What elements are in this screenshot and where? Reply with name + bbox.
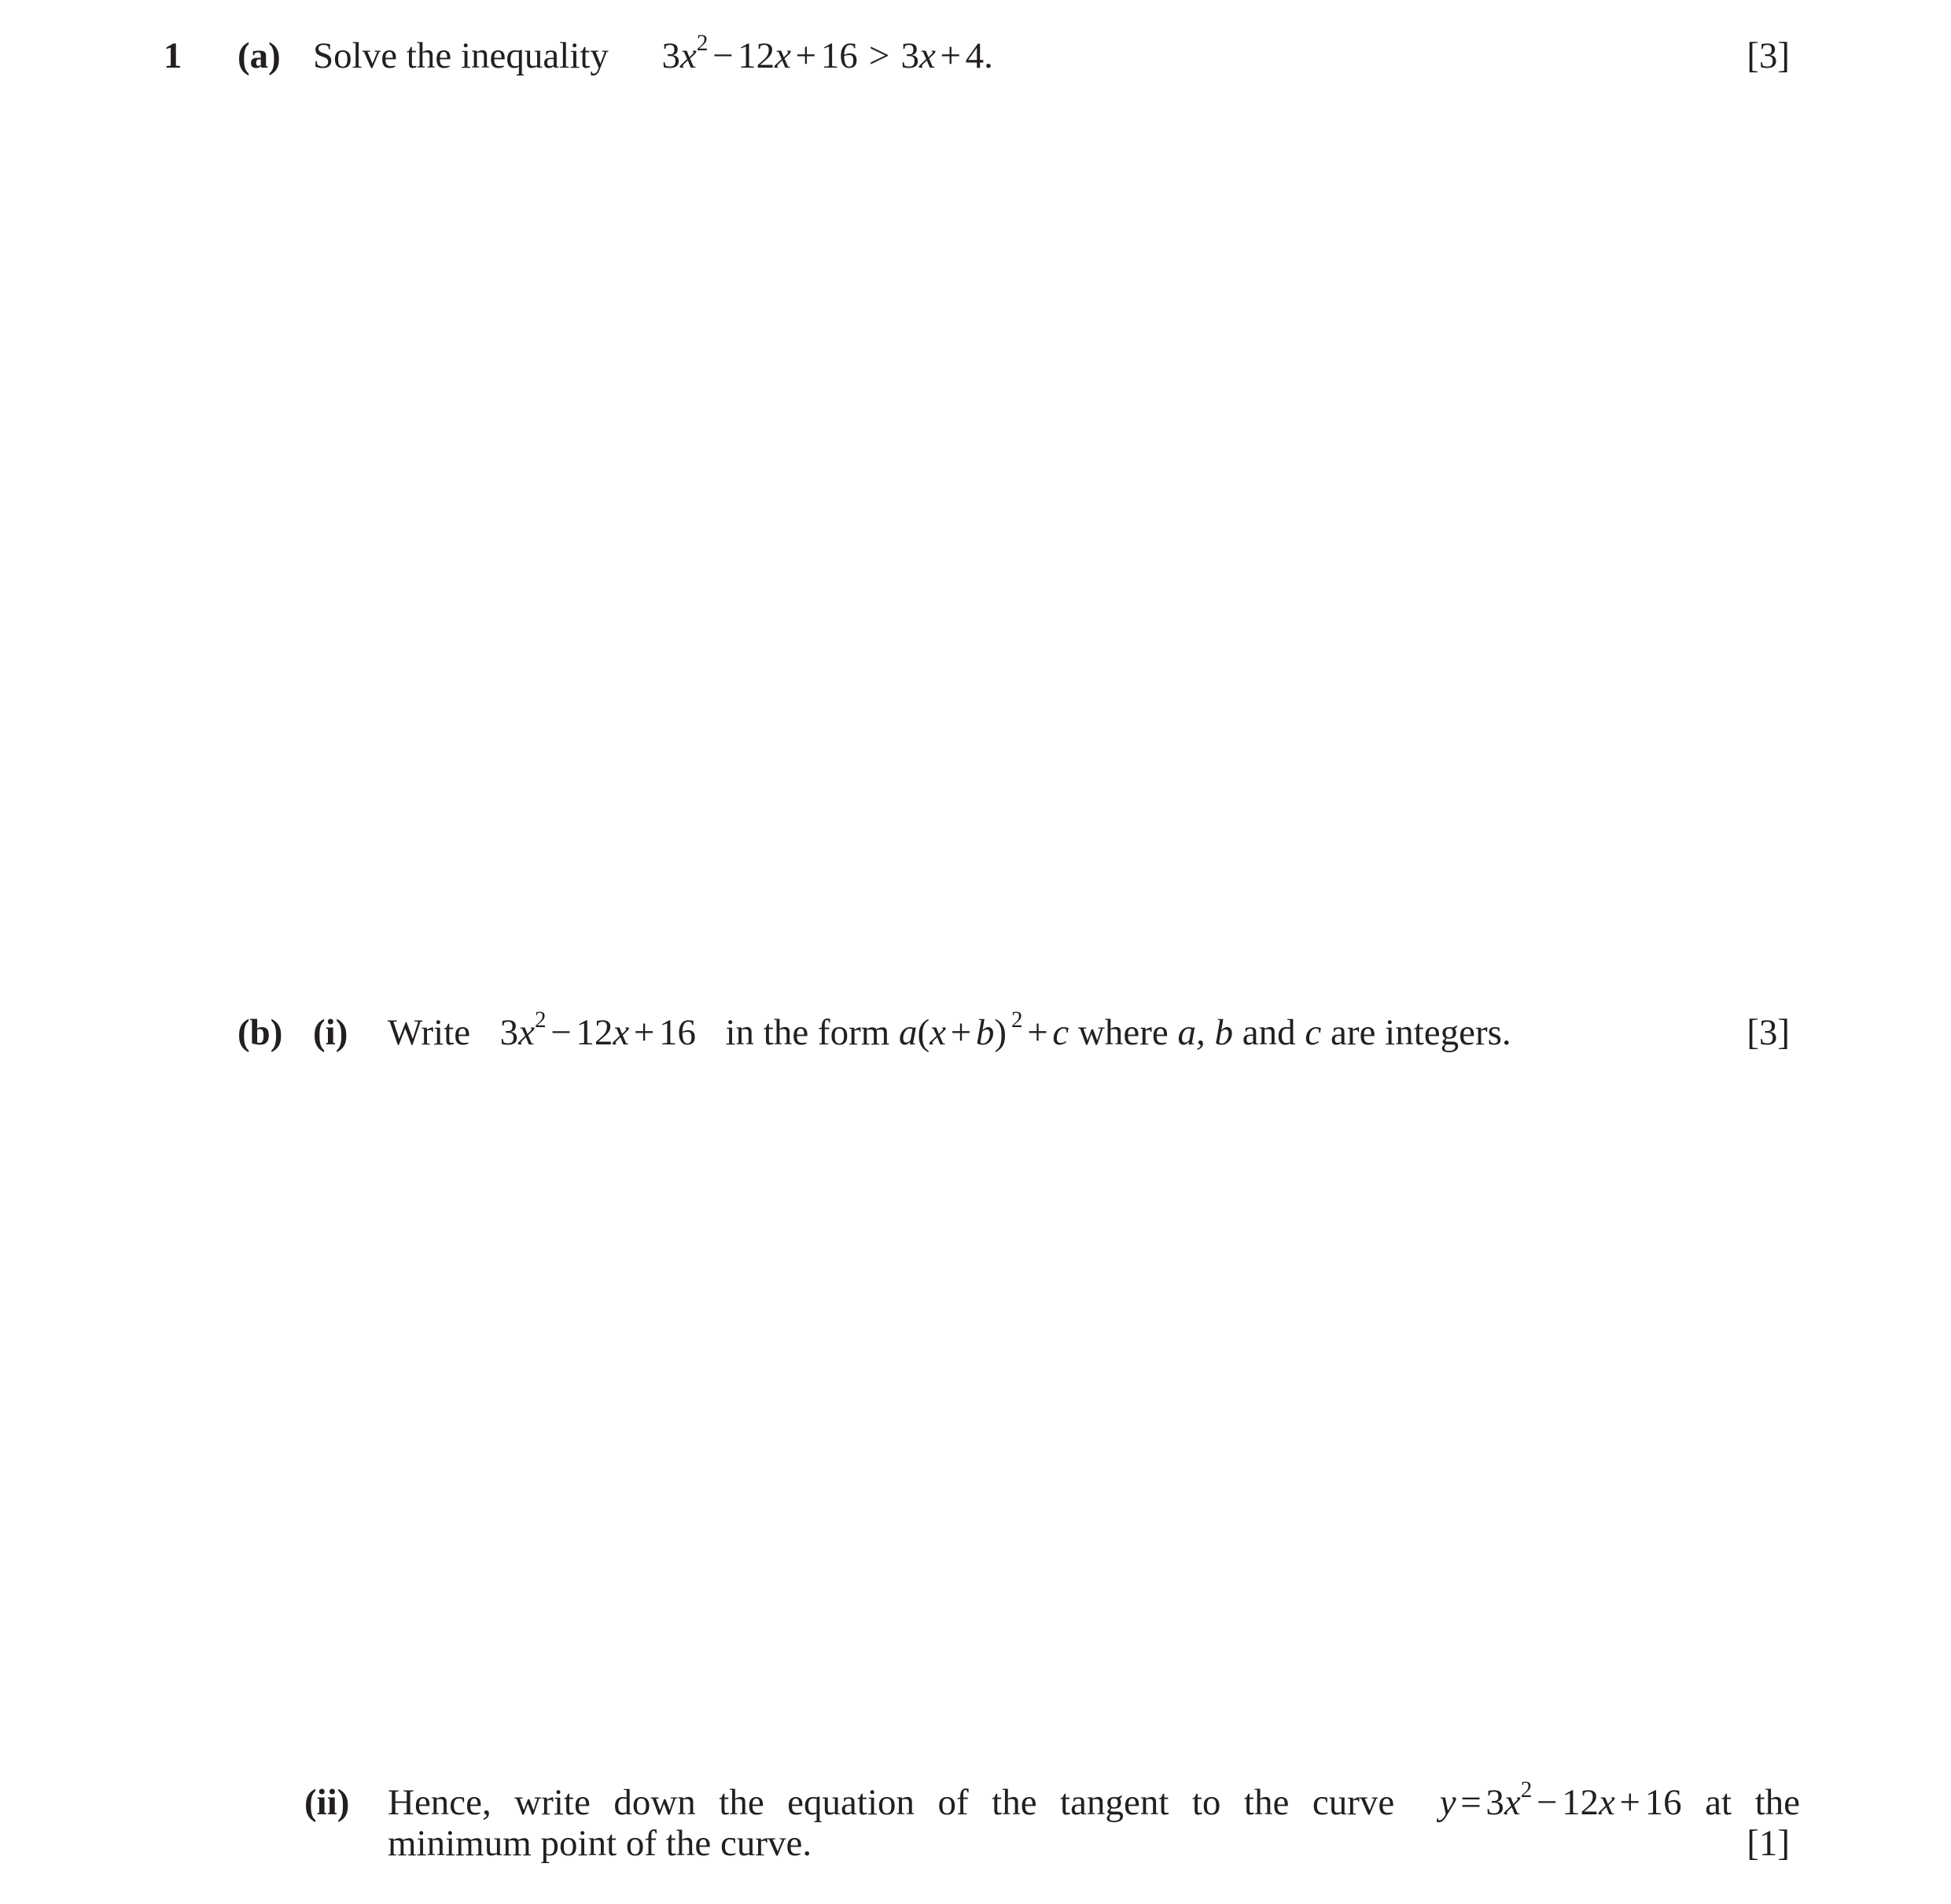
- part-a-inequality: $3x^2 - 12x + 16 > 3x + 4$.: [661, 31, 993, 76]
- part-b-i-expression: $3x^2 - 12x + 16$: [499, 1007, 696, 1053]
- part-a-instruction: Solve the inequality: [313, 35, 609, 76]
- question-number: 1: [164, 35, 182, 76]
- part-b-i-text: Write $3x^2 - 12x + 16$ in the form a(x + b) $^2$ + c where a, b and c are integers.: [388, 1007, 1511, 1053]
- part-b-label: (b): [237, 1012, 283, 1053]
- part-b-i-form: a(x + b) $^2$ + c: [899, 1007, 1069, 1053]
- part-a-text: [313, 31, 993, 77]
- part-b-ii-line1: Hence, write down the equation of the tangent to the curve $y = 3x^2 - 12x + 16$ at the: [388, 1777, 1800, 1823]
- part-b-ii-curve: $y = 3x^2 - 12x + 16$: [1439, 1777, 1682, 1823]
- part-a-label: (a): [237, 35, 281, 76]
- part-b-ii-line2: minimum point of the curve.: [388, 1823, 812, 1864]
- part-b-ii-marks: [1]: [1747, 1823, 1790, 1864]
- part-b-ii-label: (ii): [304, 1782, 350, 1823]
- part-b-i-label: (i): [313, 1012, 348, 1053]
- part-a-marks: [3]: [1747, 35, 1790, 76]
- part-b-i-marks: [3]: [1747, 1012, 1790, 1053]
